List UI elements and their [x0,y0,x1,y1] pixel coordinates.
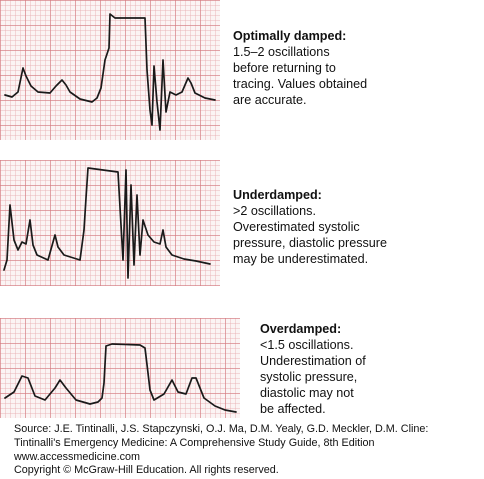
optimally-damped-description [233,28,478,108]
optimally-damped-waveform-grid [0,0,220,140]
optimally-damped-trace [5,14,215,130]
overdamped-description [260,321,480,417]
overdamped-trace [5,344,236,412]
overdamped-text: <1.5 oscillations. Underestimation of systolic pressure, diastolic may not be affected. [260,338,366,416]
overdamped-title: Overdamped: [260,322,342,336]
optimally-damped-waveform [0,0,220,140]
underdamped-title: Underdamped: [233,188,322,202]
underdamped-waveform [0,160,220,286]
underdamped-description [233,187,478,267]
optimally-damped-text: 1.5–2 oscillations before returning to tracing. Values obtained are accurate. [233,45,368,107]
overdamped-waveform-grid [0,318,240,418]
source-citation: Source: J.E. Tintinalli, J.S. Stapczynski, O.J. Ma, D.M. Yealy, G.D. Meckler, D.M. Cline: Tintinalli's Emergency Medicine: A Comprehensive Study Guide, 8th Edition www.accessmedicine.com Copyright © McGraw-Hill Education. All rights reserved. [14,423,429,477]
underdamped-trace [4,168,210,278]
optimally-damped-title: Optimally damped: [233,29,347,43]
underdamped-text: >2 oscillations. Overestimated systolic pressure, diastolic pressure may be underestimated. [233,204,387,266]
overdamped-waveform [0,318,240,418]
underdamped-waveform-grid [0,160,220,286]
